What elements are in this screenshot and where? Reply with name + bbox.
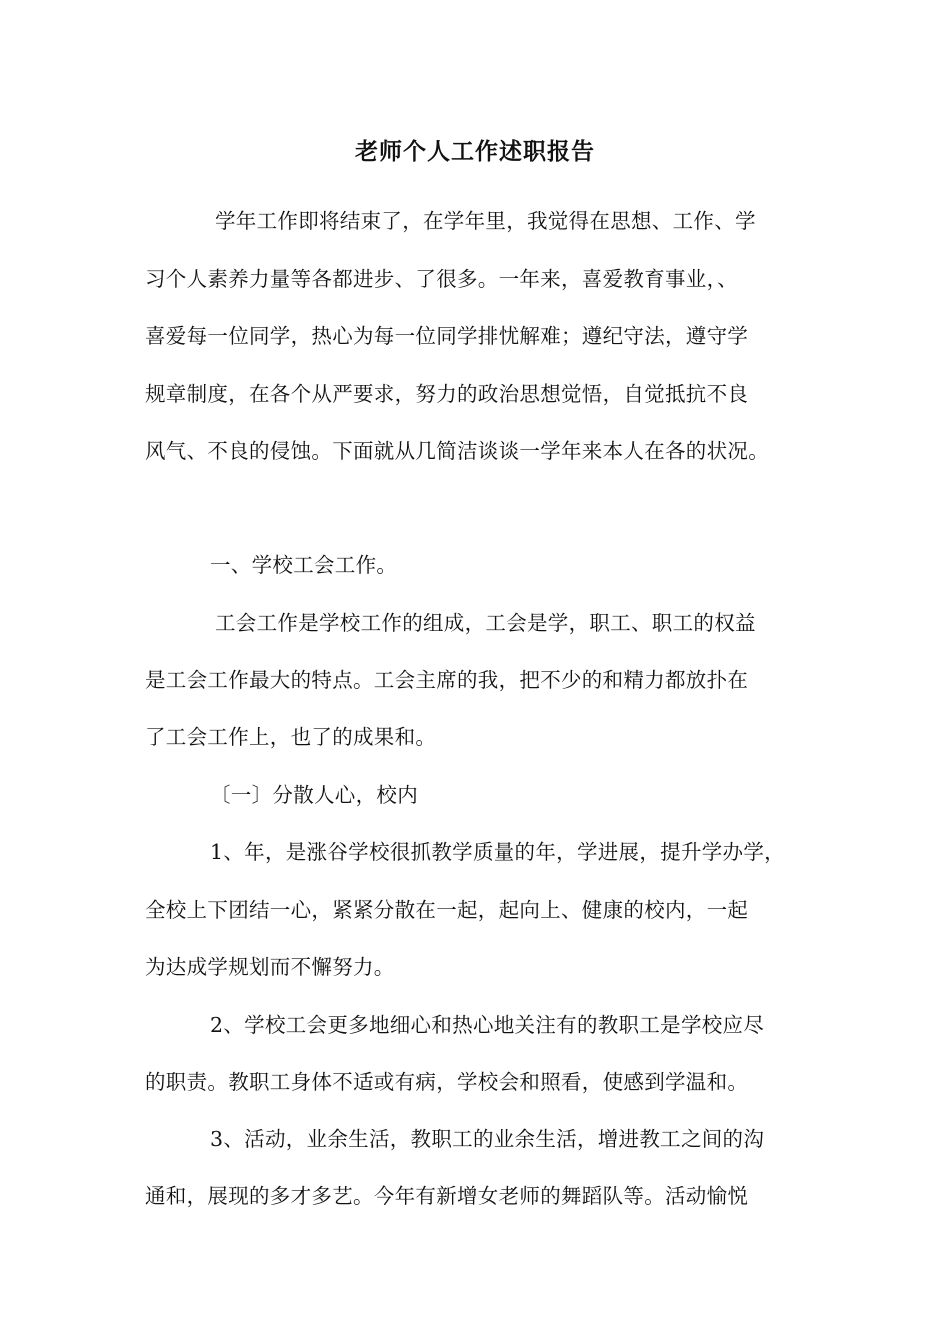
- paragraph-line: 的职责。教职工身体不适或有病，学校会和照看，使感到学温和。: [145, 1070, 749, 1094]
- paragraph-line: 3、活动，业余生活，教职工的业余生活，增进教工之间的沟: [210, 1127, 765, 1151]
- paragraph-line: 风气、不良的侵蚀。下面就从几简洁谈谈一学年来本人在各的状况。: [145, 439, 769, 463]
- paragraph-line: 喜爱每一位同学，热心为每一位同学排忧解难；遵纪守法，遵守学: [145, 324, 749, 348]
- paragraph-line: 为达成学规划而不懈努力。: [145, 955, 395, 979]
- paragraph-line: 2、学校工会更多地细心和热心地关注有的教职工是学校应尽: [210, 1013, 765, 1037]
- paragraph-line: 通和，展现的多才多艺。今年有新增女老师的舞蹈队等。活动愉悦: [145, 1184, 749, 1208]
- paragraph-line: 学年工作即将结束了，在学年里，我觉得在思想、工作、学: [215, 209, 756, 233]
- paragraph-line: 全校上下团结一心，紧紧分散在一起，起向上、健康的校内，一起: [145, 898, 749, 922]
- paragraph-line: 是工会工作最大的特点。工会主席的我，把不少的和精力都放扑在: [145, 668, 749, 692]
- subsection-heading: 〔一〕分散人心，校内: [210, 783, 418, 807]
- paragraph-line: 工会工作是学校工作的组成，工会是学，职工、职工的权益: [215, 611, 756, 635]
- document-title: 老师个人工作述职报告: [355, 138, 595, 165]
- paragraph-line: 规章制度，在各个从严要求，努力的政治思想觉悟，自觉抵抗不良: [145, 382, 749, 406]
- paragraph-line: 了工会工作上，也了的成果和。: [145, 725, 437, 749]
- paragraph-line: 1、年，是涨谷学校很抓教学质量的年，学进展，提升学办学，: [210, 840, 785, 864]
- section-heading: 一、学校工会工作。: [210, 553, 398, 577]
- paragraph-line: 习个人素养力量等各都进步、了很多。一年来，喜爱教育事业，、: [145, 267, 738, 291]
